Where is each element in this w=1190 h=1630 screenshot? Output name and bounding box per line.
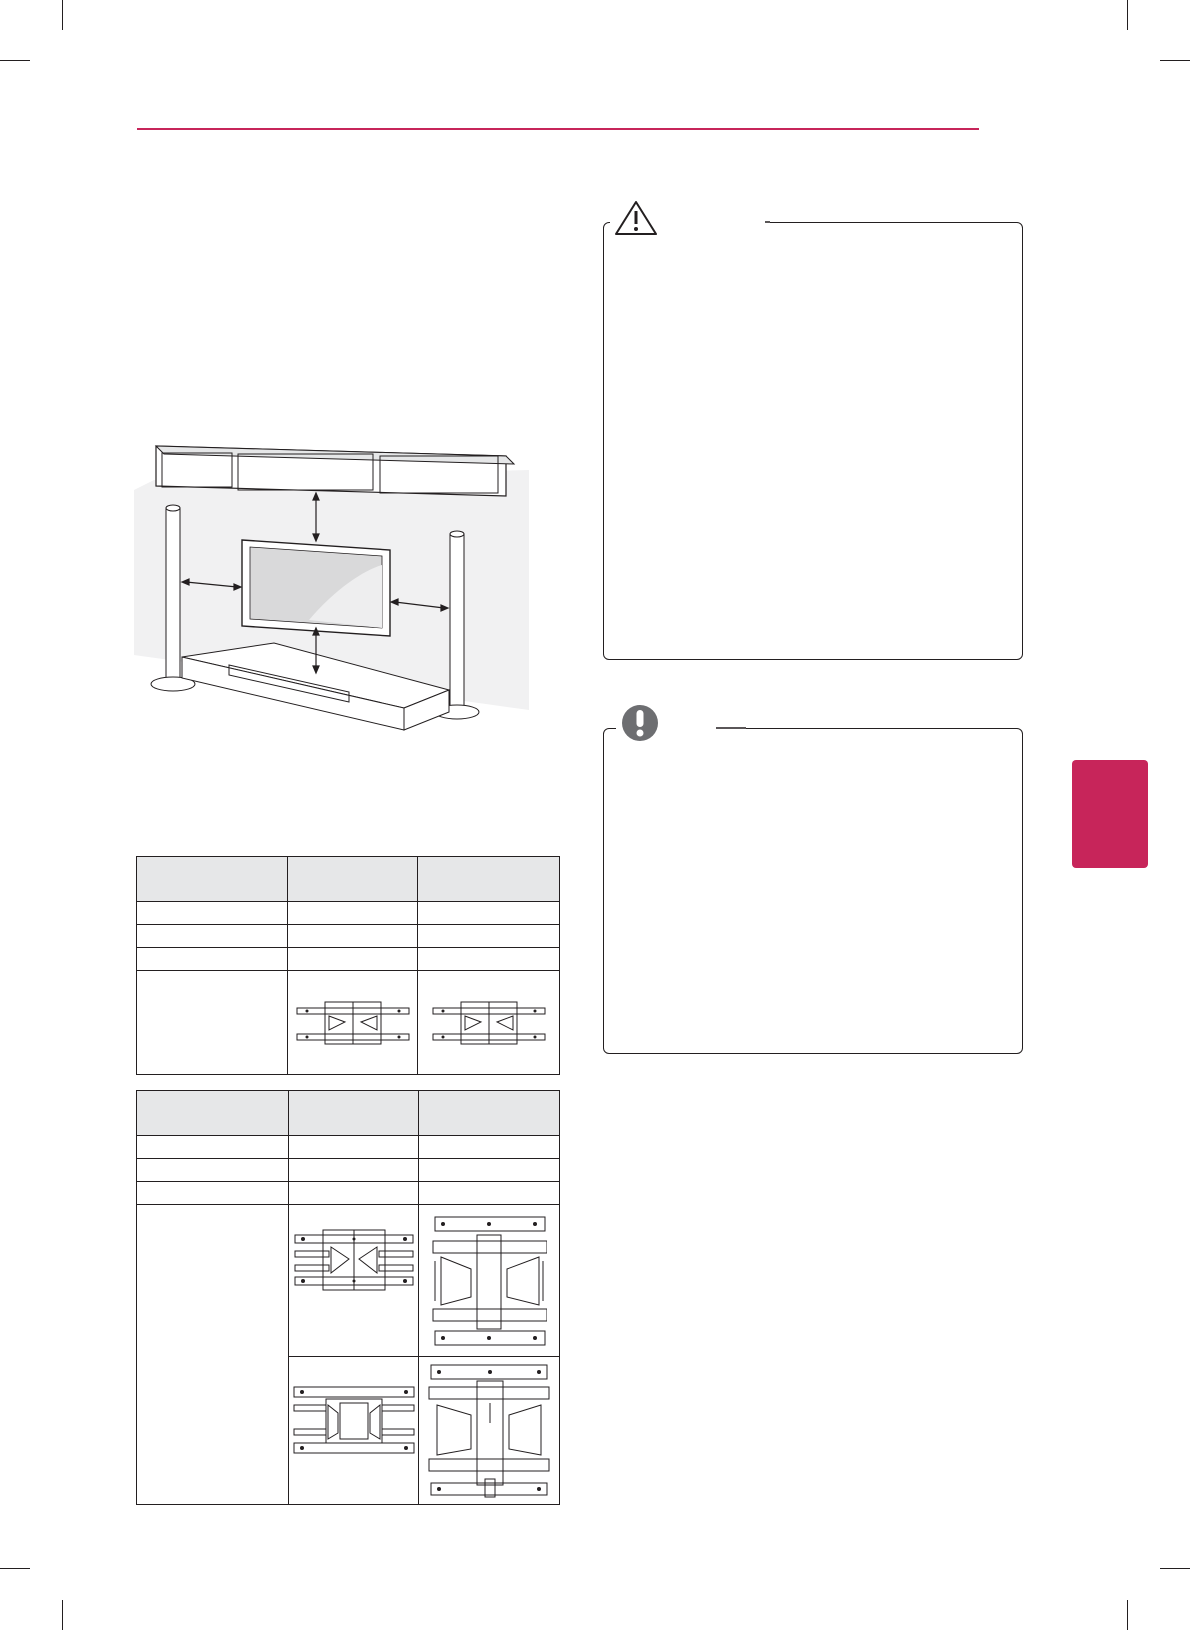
table-cell — [288, 902, 418, 925]
wall-mount-bracket-large-icon — [427, 1363, 551, 1499]
wall-mount-bracket-large-icon — [431, 1213, 547, 1349]
table-header-cell — [288, 857, 418, 902]
table-cell — [419, 1182, 560, 1205]
crop-mark — [62, 0, 63, 30]
table-header-row — [137, 1091, 560, 1136]
table-row — [137, 1182, 560, 1205]
wall-mount-bracket-icon — [295, 1000, 411, 1046]
table-cell — [418, 902, 560, 925]
wall-mount-spec-table-bottom — [136, 1090, 560, 1505]
crop-mark — [0, 60, 30, 61]
table-cell — [137, 902, 288, 925]
wall-mount-bracket-icon — [431, 1000, 547, 1046]
table-header-cell — [137, 857, 288, 902]
header-rule — [137, 128, 979, 130]
table-cell — [289, 1136, 419, 1159]
table-cell — [419, 1159, 560, 1182]
table-cell — [137, 948, 288, 971]
table-row — [137, 925, 560, 948]
table-cell — [137, 971, 288, 1075]
table-cell — [137, 925, 288, 948]
table-cell — [137, 1182, 289, 1205]
crop-mark — [1127, 1600, 1128, 1630]
table-cell — [288, 925, 418, 948]
bracket-cell — [289, 1357, 419, 1505]
table-row-bracket — [137, 971, 560, 1075]
table-cell — [289, 1182, 419, 1205]
table-row — [137, 1159, 560, 1182]
table-cell — [289, 1159, 419, 1182]
caution-callout-box — [603, 222, 1023, 660]
note-callout-box — [603, 728, 1023, 1054]
section-side-tab — [1072, 760, 1148, 868]
bracket-cell — [419, 1357, 560, 1505]
table-header-cell — [418, 857, 560, 902]
tv-placement-illustration — [134, 440, 534, 740]
table-cell — [418, 925, 560, 948]
note-exclamation-icon — [616, 700, 746, 746]
wall-mount-bracket-icon — [293, 1229, 415, 1293]
table-cell — [137, 1136, 289, 1159]
crop-mark — [1160, 60, 1190, 61]
wall-mount-spec-table-top — [136, 856, 560, 1075]
table-header-cell — [419, 1091, 560, 1136]
table-cell — [419, 1136, 560, 1159]
wall-mount-bracket-icon — [292, 1383, 416, 1459]
crop-mark — [1160, 1568, 1190, 1569]
crop-mark — [0, 1568, 30, 1569]
caution-triangle-icon — [610, 198, 770, 238]
bracket-cell — [419, 1205, 560, 1357]
table-row — [137, 1136, 560, 1159]
bracket-cell — [289, 1205, 419, 1357]
table-header-cell — [137, 1091, 289, 1136]
table-header-cell — [289, 1091, 419, 1136]
table-row — [137, 948, 560, 971]
table-cell — [288, 948, 418, 971]
table-row-bracket — [137, 1205, 560, 1357]
bracket-cell — [418, 971, 560, 1075]
table-cell — [137, 1205, 289, 1505]
table-row — [137, 902, 560, 925]
crop-mark — [62, 1600, 63, 1630]
bracket-cell — [288, 971, 418, 1075]
table-cell — [137, 1159, 289, 1182]
table-header-row — [137, 857, 560, 902]
crop-mark — [1127, 0, 1128, 30]
table-cell — [418, 948, 560, 971]
